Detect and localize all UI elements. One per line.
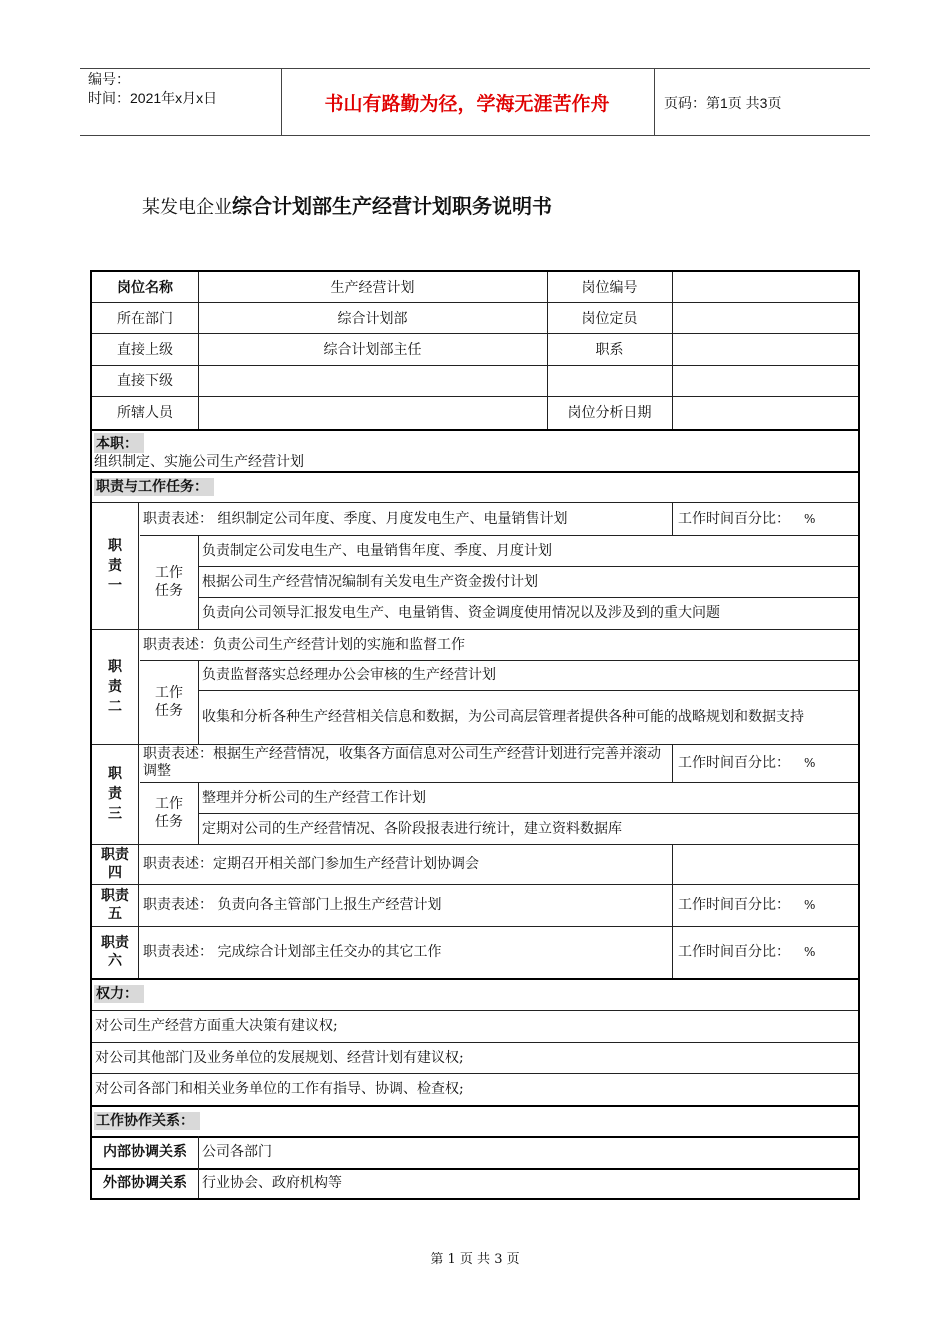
responsibility-3-task-1: 整理并分析公司的生产经营工作计划: [202, 789, 426, 806]
responsibility-1-name: 职责一: [108, 537, 122, 594]
header-page-number: 页码：第1页 共3页: [664, 95, 782, 111]
subordinate-label: 直接下级: [117, 372, 173, 389]
superior-label: 直接上级: [117, 341, 173, 358]
rank-label: 职系: [595, 341, 624, 358]
cooperation-label: 工作协作关系：: [94, 1112, 200, 1130]
responsibility-6-percent: 工作时间百分比： %: [678, 944, 816, 960]
title-main: 综合计划部生产经营计划职务说明书: [232, 194, 552, 218]
power-header: [92, 978, 858, 1010]
responsibilities-label: 职责与工作任务：: [94, 478, 214, 496]
responsibility-2-desc: 职责表述：负责公司生产经营计划的实施和监督工作: [143, 636, 465, 653]
post-name-label: 岗位名称: [117, 279, 173, 296]
staffing-value: [672, 303, 858, 334]
row-rule: [92, 1198, 858, 1200]
responsibility-1-task-label: 工作任务: [155, 565, 183, 599]
responsibility-2-task-label: 工作任务: [155, 685, 183, 719]
col-rule: [138, 502, 139, 978]
responsibility-4-name: 职责四: [101, 847, 129, 881]
rank-value: [672, 334, 858, 365]
responsibility-1-desc: 职责表述： 组织制定公司年度、季度、月度发电生产、电量销售计划: [143, 510, 568, 527]
dept-value: 综合计划部: [337, 310, 408, 327]
responsibility-2-task-1: 负责监督落实总经理办公会审核的生产经营计划: [202, 667, 496, 683]
subordinate-value: [198, 365, 547, 396]
cooperation-header: [92, 1105, 858, 1136]
external-coordination-value: 行业协会、政府机构等: [202, 1175, 342, 1191]
responsibility-1-task-3: 负责向公司领导汇报发电生产、电量销售、资金调度使用情况以及涉及到的重大问题: [202, 605, 720, 621]
row-rule: [92, 429, 858, 431]
responsibility-1-percent: 工作时间百分比： %: [678, 510, 816, 527]
responsibility-3-percent: 工作时间百分比： %: [678, 755, 816, 771]
responsibility-4-desc: 职责表述：定期召开相关部门参加生产经营计划协调会: [143, 856, 479, 872]
managed-label: 所辖人员: [117, 404, 173, 421]
job-description-table: [90, 270, 860, 1200]
external-coordination-label: 外部协调关系: [103, 1175, 187, 1191]
responsibility-6-desc: 职责表述： 完成综合计划部主任交办的其它工作: [143, 944, 442, 960]
responsibility-3-task-2: 定期对公司的生产经营情况、各阶段报表进行统计，建立资料数据库: [202, 820, 622, 837]
power-item: 对公司各部门和相关业务单位的工作有指导、协调、检查权;: [95, 1081, 464, 1097]
dept-label: 所在部门: [117, 310, 173, 327]
responsibility-6-name: 职责六: [101, 935, 129, 969]
header-motto: 书山有路勤为径，学海无涯苦作舟: [324, 92, 610, 115]
duty-label: 本职：: [94, 433, 144, 453]
analysis-date-value: [672, 396, 858, 429]
post-no-label: 岗位编号: [581, 279, 638, 296]
responsibility-5-name: 职责五: [101, 888, 129, 922]
internal-coordination-value: 公司各部门: [202, 1144, 272, 1160]
power-item: 对公司其他部门及业务单位的发展规划、经营计划有建议权;: [95, 1049, 464, 1066]
power-item: 对公司生产经营方面重大决策有建议权;: [95, 1018, 338, 1034]
responsibility-5-desc: 职责表述： 负责向各主管部门上报生产经营计划: [143, 897, 442, 913]
page-footer: 第 1 页 共 3 页: [430, 1252, 520, 1267]
duty-section: [94, 433, 304, 471]
post-name-value: 生产经营计划: [330, 279, 415, 296]
responsibility-1-task-1: 负责制定公司发电生产、电量销售年度、季度、月度计划: [202, 542, 552, 559]
post-no-value: [672, 272, 858, 303]
responsibility-5-percent: 工作时间百分比： %: [678, 897, 816, 913]
header-divider: [654, 68, 655, 136]
duty-text: 组织制定、实施公司生产经营计划: [94, 454, 304, 470]
doc-time: 时间：2021年x月x日: [88, 90, 218, 106]
responsibility-1-task-2: 根据公司生产经营情况编制有关发电生产资金拨付计划: [202, 573, 538, 590]
responsibilities-header: [92, 471, 858, 502]
title-prefix: 某发电企业: [142, 197, 232, 218]
document-title: [142, 190, 552, 219]
responsibility-3-desc: 职责表述：根据生产经营情况，收集各方面信息对公司生产经营计划进行完善并滚动调整: [143, 746, 661, 779]
internal-coordination-label: 内部协调关系: [103, 1144, 187, 1160]
header-meta: [88, 70, 217, 108]
analysis-date-label: 岗位分析日期: [567, 404, 652, 421]
staffing-label: 岗位定员: [581, 310, 638, 327]
doc-number: 编号：: [88, 71, 130, 87]
superior-value: 综合计划部主任: [323, 341, 422, 358]
responsibility-2-task-2: 收集和分析各种生产经营相关信息和数据，为公司高层管理者提供各种可能的战略规划和数据支持: [202, 709, 804, 725]
responsibility-3-name: 职责三: [108, 766, 122, 822]
responsibility-2-name: 职责二: [108, 658, 122, 715]
responsibility-3-task-label: 工作任务: [155, 796, 183, 830]
power-label: 权力：: [94, 985, 144, 1003]
managed-value: [198, 396, 547, 429]
